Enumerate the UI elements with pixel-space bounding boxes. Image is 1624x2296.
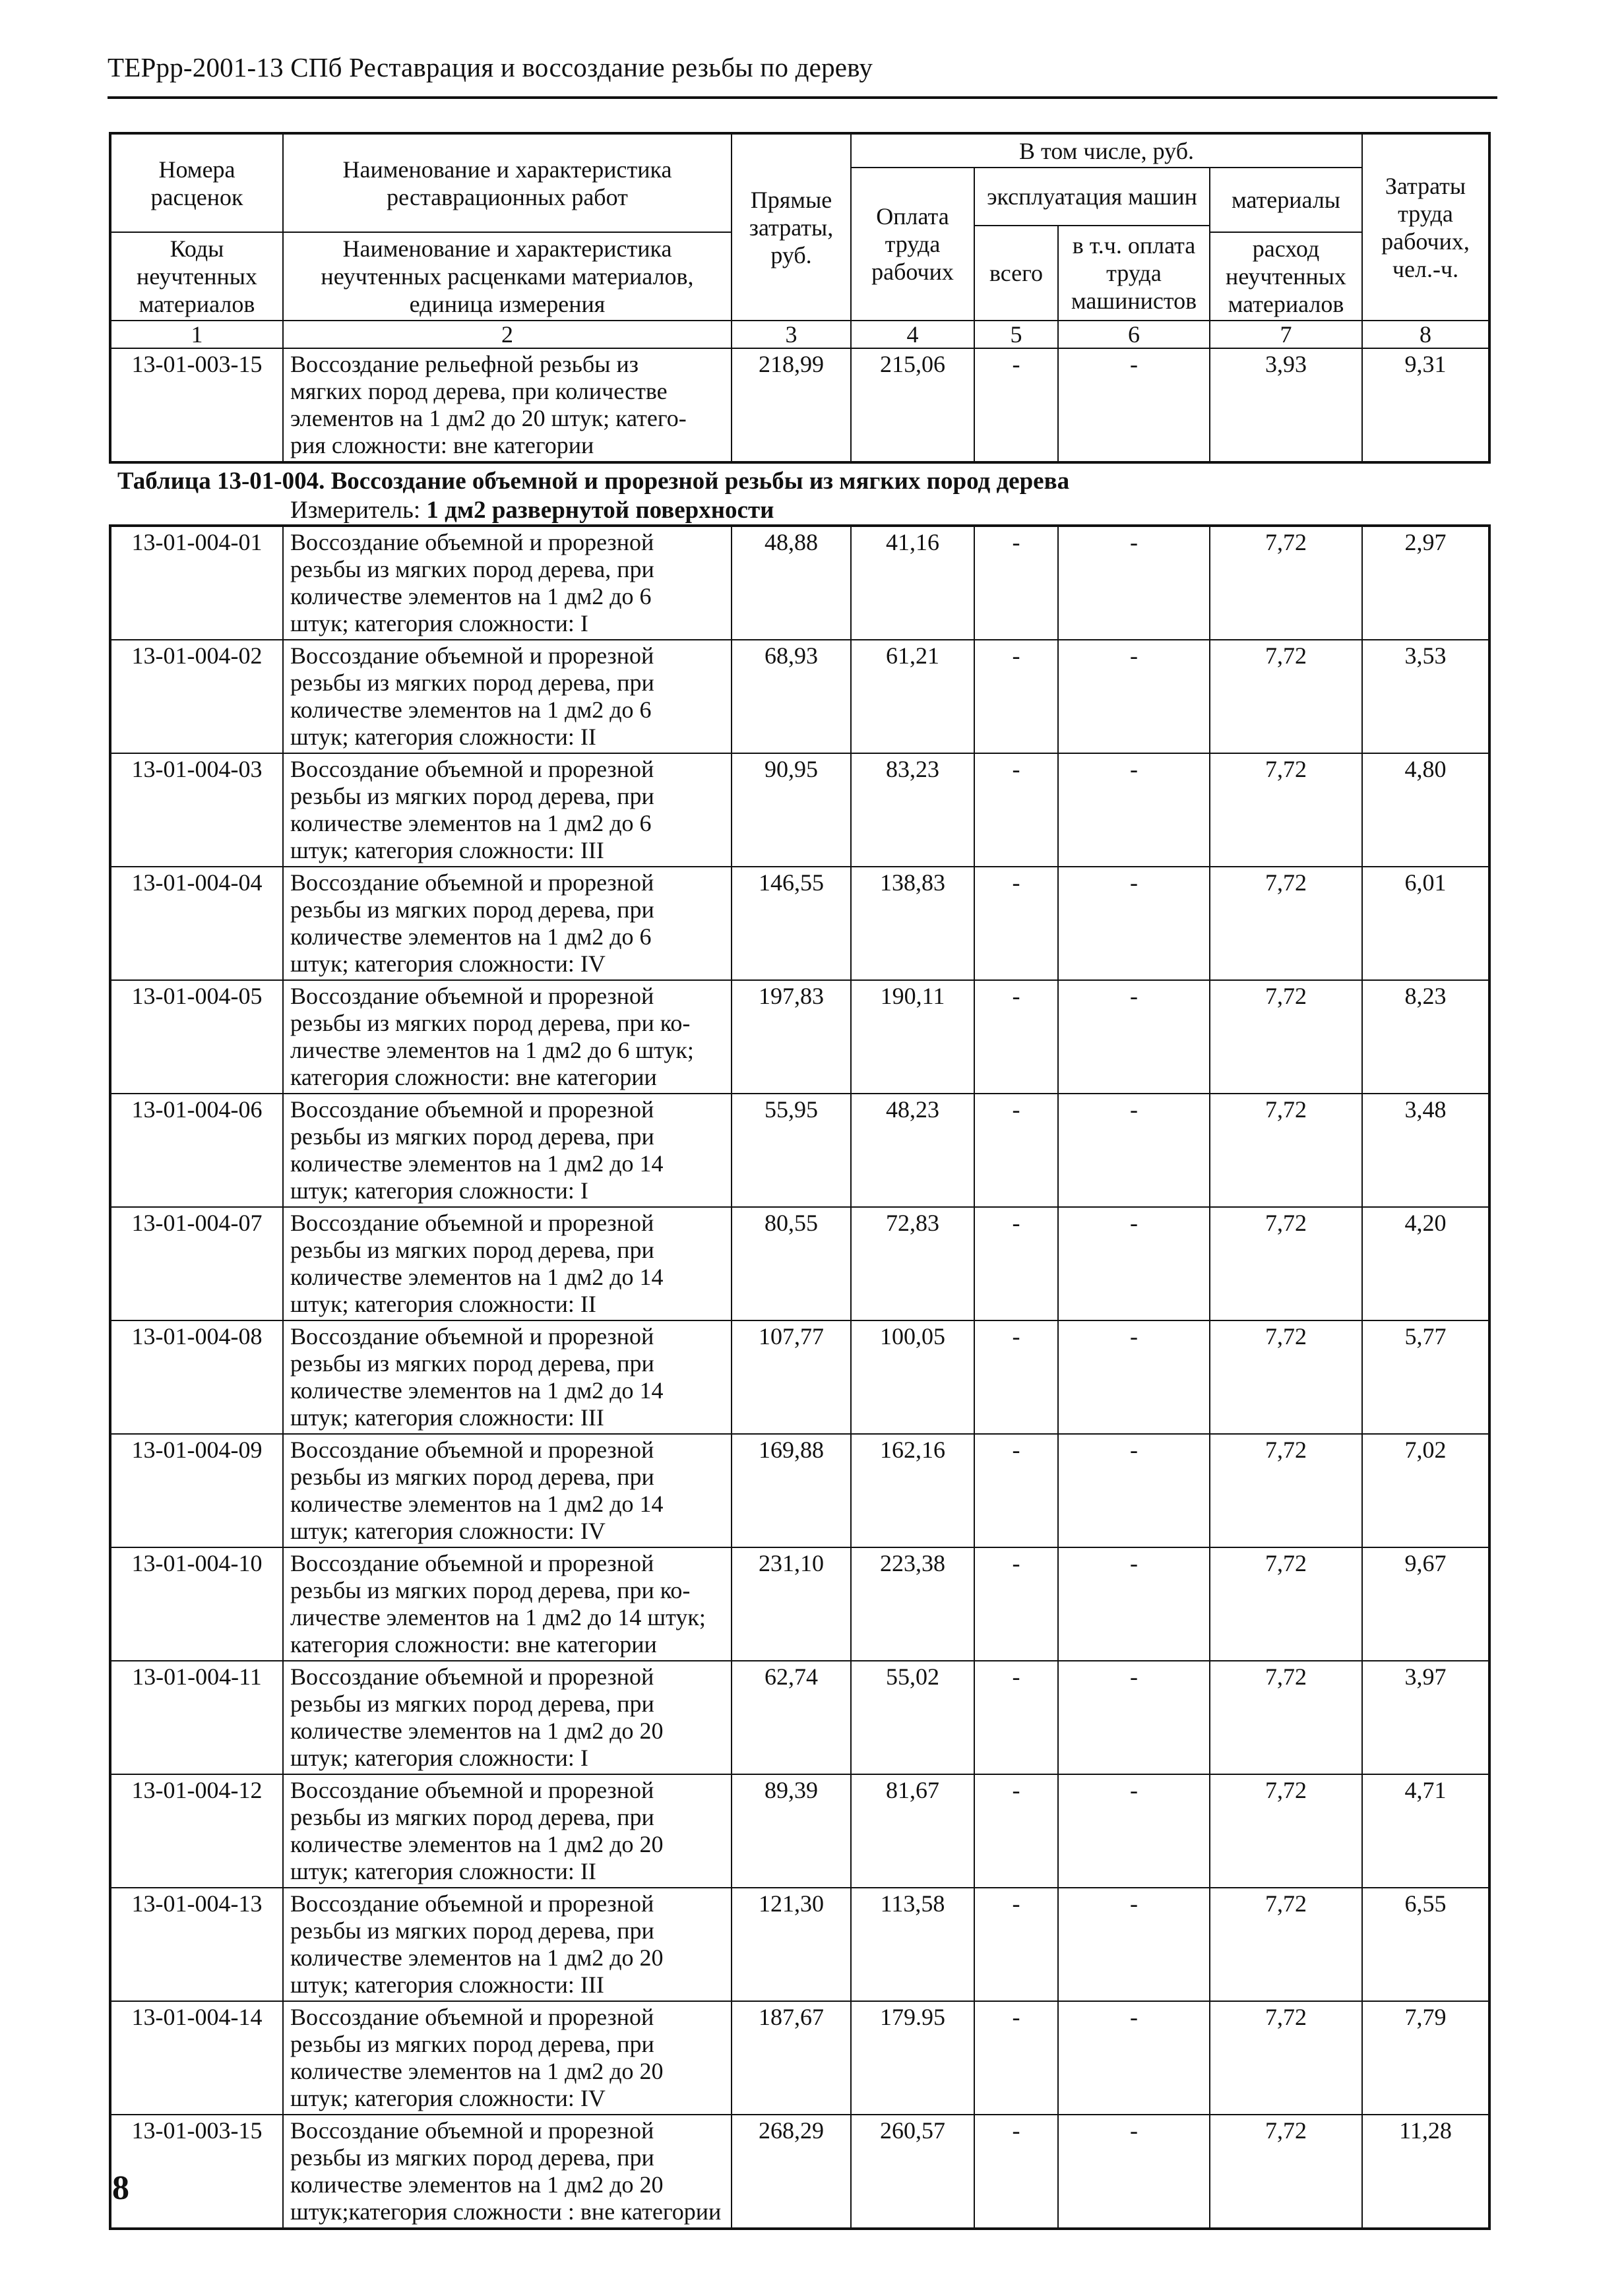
row-wages: 81,67 [851, 1774, 974, 1888]
row-direct-cost: 80,55 [732, 1207, 851, 1320]
row-machines-total: - [974, 2115, 1058, 2229]
row-machinists-wages: - [1058, 1547, 1210, 1661]
row-wages: 179.95 [851, 2001, 974, 2115]
row-code: 13-01-004-05 [110, 980, 283, 1094]
row-wages: 100,05 [851, 1320, 974, 1434]
row-description: Воссоздание объемной и прорезной резьбы из мягких пород дерева, при количестве элементов на 1 дм2 до 14 штук; категория сложности: I [283, 1094, 732, 1207]
row-wages: 215,06 [851, 348, 974, 462]
row-materials: 7,72 [1210, 2001, 1362, 2115]
row-materials: 7,72 [1210, 526, 1362, 640]
row-code: 13-01-003-15 [110, 2115, 283, 2229]
col-head-name: Наименование и характеристика реставрационных работ [283, 133, 732, 232]
row-machines-total: - [974, 980, 1058, 1094]
row-description: Воссоздание объемной и прорезной резьбы из мягких пород дерева, при количестве элементов на 1 дм2 до 20 штук;категория сложности : вне категории [283, 2115, 732, 2229]
row-labor: 8,23 [1362, 980, 1489, 1094]
row-labor: 4,80 [1362, 753, 1489, 867]
row-code: 13-01-004-13 [110, 1888, 283, 2001]
row-machines-total: - [974, 1888, 1058, 2001]
table-row [110, 1661, 1489, 1774]
row-labor: 7,79 [1362, 2001, 1489, 2115]
row-direct-cost: 48,88 [732, 526, 851, 640]
col-head-codes: Номера расценок [110, 133, 283, 232]
row-machines-total: - [974, 1774, 1058, 1888]
row-code: 13-01-004-14 [110, 2001, 283, 2115]
row-materials: 7,72 [1210, 867, 1362, 980]
table-row [110, 753, 1489, 867]
row-direct-cost: 68,93 [732, 640, 851, 753]
row-direct-cost: 268,29 [732, 2115, 851, 2229]
row-wages: 223,38 [851, 1547, 974, 1661]
row-description: Воссоздание объемной и прорезной резьбы из мягких пород дерева, при количестве элементов на 1 дм2 до 6 штук; категория сложности: IV [283, 867, 732, 980]
col-head-unaccounted-codes: Коды неучтенных материалов [110, 232, 283, 321]
row-labor: 9,67 [1362, 1547, 1489, 1661]
row-direct-cost: 231,10 [732, 1547, 851, 1661]
row-machinists-wages: - [1058, 980, 1210, 1094]
row-direct-cost: 89,39 [732, 1774, 851, 1888]
row-wages: 41,16 [851, 526, 974, 640]
row-machinists-wages: - [1058, 526, 1210, 640]
row-labor: 3,48 [1362, 1094, 1489, 1207]
row-description: Воссоздание рельефной резьбы из мягких пород дерева, при количестве элементов на 1 дм2 до 20 штук; катего- рия сложности: вне категории [283, 348, 732, 462]
row-code: 13-01-004-11 [110, 1661, 283, 1774]
row-materials: 7,72 [1210, 1320, 1362, 1434]
row-labor: 11,28 [1362, 2115, 1489, 2229]
row-wages: 48,23 [851, 1094, 974, 1207]
row-description: Воссоздание объемной и прорезной резьбы из мягких пород дерева, при ко- личестве элементов на 1 дм2 до 6 штук; категория сложности: вне категории [283, 980, 732, 1094]
row-machines-total: - [974, 1094, 1058, 1207]
row-machinists-wages: - [1058, 867, 1210, 980]
row-machines-total: - [974, 1434, 1058, 1547]
table-row [110, 1434, 1489, 1547]
col-head-materials: материалы [1210, 168, 1362, 232]
row-machines-total: - [974, 1547, 1058, 1661]
table-row [110, 1320, 1489, 1434]
row-code: 13-01-003-15 [110, 348, 283, 462]
row-machines-total: - [974, 867, 1058, 980]
row-description: Воссоздание объемной и прорезной резьбы из мягких пород дерева, при количестве элементов на 1 дм2 до 20 штук; категория сложности: II [283, 1774, 732, 1888]
row-labor: 6,55 [1362, 1888, 1489, 2001]
col-head-unaccounted-name: Наименование и характеристика неучтенных расценками материалов, единица измерения [283, 232, 732, 321]
header-rule [108, 96, 1497, 99]
row-wages: 55,02 [851, 1661, 974, 1774]
row-materials: 7,72 [1210, 753, 1362, 867]
row-machinists-wages: - [1058, 2001, 1210, 2115]
col-head-machines: эксплуатация машин [974, 168, 1210, 226]
row-materials: 7,72 [1210, 1207, 1362, 1320]
row-code: 13-01-004-03 [110, 753, 283, 867]
row-materials: 7,72 [1210, 1434, 1362, 1547]
row-materials: 7,72 [1210, 640, 1362, 753]
row-code: 13-01-004-07 [110, 1207, 283, 1320]
row-materials: 7,72 [1210, 1661, 1362, 1774]
row-machines-total: - [974, 753, 1058, 867]
row-materials: 7,72 [1210, 1094, 1362, 1207]
table-row [110, 1094, 1489, 1207]
table-row [110, 348, 1489, 462]
col-head-direct: Прямые затраты, руб. [732, 133, 851, 321]
page-number: 8 [112, 2169, 129, 2207]
table-row [110, 2115, 1489, 2229]
row-materials: 7,72 [1210, 1547, 1362, 1661]
row-machines-total: - [974, 640, 1058, 753]
row-description: Воссоздание объемной и прорезной резьбы из мягких пород дерева, при количестве элементов на 1 дм2 до 6 штук; категория сложности: I [283, 526, 732, 640]
row-description: Воссоздание объемной и прорезной резьбы из мягких пород дерева, при количестве элементов на 1 дм2 до 14 штук; категория сложности: II [283, 1207, 732, 1320]
row-machinists-wages: - [1058, 1094, 1210, 1207]
table-row [110, 526, 1489, 640]
row-description: Воссоздание объемной и прорезной резьбы из мягких пород дерева, при количестве элементов на 1 дм2 до 14 штук; категория сложности: IV [283, 1434, 732, 1547]
row-materials: 7,72 [1210, 1774, 1362, 1888]
table-row [110, 2001, 1489, 2115]
row-machinists-wages: - [1058, 348, 1210, 462]
col-head-machinists-wages: в т.ч. оплата труда машинистов [1058, 226, 1210, 321]
row-wages: 260,57 [851, 2115, 974, 2229]
table-meter: Измеритель: 1 дм2 развернутой поверхности [290, 497, 774, 524]
row-labor: 3,53 [1362, 640, 1489, 753]
row-wages: 72,83 [851, 1207, 974, 1320]
row-materials: 3,93 [1210, 348, 1362, 462]
row-description: Воссоздание объемной и прорезной резьбы из мягких пород дерева, при количестве элементов на 1 дм2 до 6 штук; категория сложности: III [283, 753, 732, 867]
row-labor: 6,01 [1362, 867, 1489, 980]
row-labor: 9,31 [1362, 348, 1489, 462]
page-header: ТЕРрр-2001-13 СПб Реставрация и воссоздание резьбы по дереву [108, 52, 873, 82]
row-machines-total: - [974, 2001, 1058, 2115]
row-direct-cost: 169,88 [732, 1434, 851, 1547]
column-numbers-row: 1 2 3 4 5 6 7 8 [110, 321, 1489, 348]
table-row [110, 1774, 1489, 1888]
row-materials: 7,72 [1210, 2115, 1362, 2229]
row-code: 13-01-004-12 [110, 1774, 283, 1888]
row-machinists-wages: - [1058, 1207, 1210, 1320]
table-caption: Таблица 13-01-004. Воссоздание объемной и прорезной резьбы из мягких пород дерева [117, 468, 1070, 495]
col-head-materials-usage: расход неучтенных материалов [1210, 232, 1362, 321]
table-row [110, 1207, 1489, 1320]
row-labor: 3,97 [1362, 1661, 1489, 1774]
row-machines-total: - [974, 1207, 1058, 1320]
row-machines-total: - [974, 1320, 1058, 1434]
row-wages: 83,23 [851, 753, 974, 867]
row-direct-cost: 55,95 [732, 1094, 851, 1207]
row-direct-cost: 107,77 [732, 1320, 851, 1434]
row-machinists-wages: - [1058, 2115, 1210, 2229]
table-row [110, 640, 1489, 753]
row-direct-cost: 197,83 [732, 980, 851, 1094]
rates-table [109, 524, 1491, 2230]
table-row [110, 867, 1489, 980]
col-head-wages: Оплата труда рабочих [851, 168, 974, 321]
row-description: Воссоздание объемной и прорезной резьбы из мягких пород дерева, при количестве элементов на 1 дм2 до 20 штук; категория сложности: III [283, 1888, 732, 2001]
row-code: 13-01-004-06 [110, 1094, 283, 1207]
row-code: 13-01-004-02 [110, 640, 283, 753]
col-head-labor: Затраты труда рабочих, чел.-ч. [1362, 133, 1489, 321]
row-direct-cost: 121,30 [732, 1888, 851, 2001]
row-machinists-wages: - [1058, 1661, 1210, 1774]
row-description: Воссоздание объемной и прорезной резьбы из мягких пород дерева, при количестве элементов на 1 дм2 до 20 штук; категория сложности: I [283, 1661, 732, 1774]
table-row [110, 980, 1489, 1094]
row-description: Воссоздание объемной и прорезной резьбы из мягких пород дерева, при ко- личестве элементов на 1 дм2 до 14 штук; категория сложности: вне категории [283, 1547, 732, 1661]
row-direct-cost: 187,67 [732, 2001, 851, 2115]
row-machinists-wages: - [1058, 1434, 1210, 1547]
row-direct-cost: 90,95 [732, 753, 851, 867]
row-description: Воссоздание объемной и прорезной резьбы из мягких пород дерева, при количестве элементов на 1 дм2 до 14 штук; категория сложности: III [283, 1320, 732, 1434]
row-labor: 2,97 [1362, 526, 1489, 640]
col-head-including: В том числе, руб. [851, 133, 1362, 168]
row-wages: 190,11 [851, 980, 974, 1094]
row-labor: 7,02 [1362, 1434, 1489, 1547]
row-materials: 7,72 [1210, 1888, 1362, 2001]
table-row [110, 1547, 1489, 1661]
row-code: 13-01-004-01 [110, 526, 283, 640]
table-row [110, 1888, 1489, 2001]
row-labor: 4,20 [1362, 1207, 1489, 1320]
row-direct-cost: 62,74 [732, 1661, 851, 1774]
row-materials: 7,72 [1210, 980, 1362, 1094]
row-direct-cost: 146,55 [732, 867, 851, 980]
row-code: 13-01-004-04 [110, 867, 283, 980]
row-direct-cost: 218,99 [732, 348, 851, 462]
col-head-machines-total: всего [974, 226, 1058, 321]
row-description: Воссоздание объемной и прорезной резьбы из мягких пород дерева, при количестве элементов на 1 дм2 до 6 штук; категория сложности: II [283, 640, 732, 753]
row-labor: 5,77 [1362, 1320, 1489, 1434]
row-machinists-wages: - [1058, 753, 1210, 867]
row-code: 13-01-004-10 [110, 1547, 283, 1661]
rates-table-head [109, 132, 1491, 464]
row-machines-total: - [974, 526, 1058, 640]
row-description: Воссоздание объемной и прорезной резьбы из мягких пород дерева, при количестве элементов на 1 дм2 до 20 штук; категория сложности: IV [283, 2001, 732, 2115]
row-machines-total: - [974, 348, 1058, 462]
row-machines-total: - [974, 1661, 1058, 1774]
row-code: 13-01-004-08 [110, 1320, 283, 1434]
row-machinists-wages: - [1058, 1320, 1210, 1434]
row-machinists-wages: - [1058, 1774, 1210, 1888]
row-machinists-wages: - [1058, 640, 1210, 753]
row-labor: 4,71 [1362, 1774, 1489, 1888]
row-wages: 61,21 [851, 640, 974, 753]
row-wages: 162,16 [851, 1434, 974, 1547]
row-wages: 113,58 [851, 1888, 974, 2001]
row-machinists-wages: - [1058, 1888, 1210, 2001]
row-wages: 138,83 [851, 867, 974, 980]
row-code: 13-01-004-09 [110, 1434, 283, 1547]
